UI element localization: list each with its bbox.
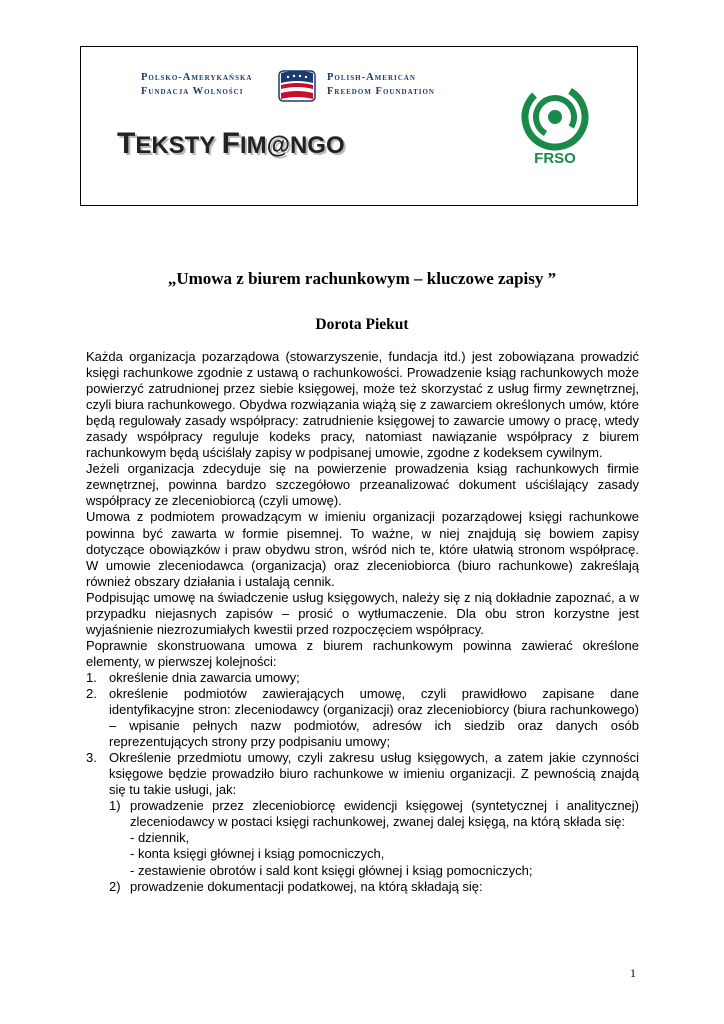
paff-logo [141, 69, 451, 103]
paragraph: Poprawnie skonstruowana umowa z biurem rachunkowym powinna zawierać określone elementy, w pierwszej kolejności: [86, 637, 639, 669]
paff-en-line2: Freedom Foundation [327, 86, 435, 97]
list-item: 1. określenie dnia zawarcia umowy; [86, 669, 300, 685]
frso-label: FRSO [534, 150, 576, 167]
numbered-list [86, 670, 639, 895]
paff-pl-line1: Polsko-Amerykańska [141, 72, 253, 83]
sub-list-item: 2) prowadzenie dokumentacji podatkowej, na którą składają się: [109, 878, 483, 894]
paragraph: Umowa z podmiotem prowadzącym w imieniu organizacji pozarządowej księgi rachunkowe powinna być zawarta w formie pisemnej. To ważne, w niej znajdują się bowiem zapisy dotyczące obowiązków i praw obydwu stron, wśród nich te, które ułatwią stronom współpracę. W umowie zleceniodawca (organizacja) oraz zleceniobiorca (biuro rachunkowe) zakreślają również obszary działania i ustalają cennik. [86, 509, 639, 589]
paff-english-name [327, 71, 435, 99]
author-name: Dorota Piekut [315, 316, 409, 333]
sub-list [109, 798, 639, 894]
flag-emblem-icon [275, 69, 319, 103]
header-box [80, 46, 638, 206]
dash-item: - konta księgi głównej i ksiąg pomocniczych, [130, 846, 385, 862]
list-item: 2. określenie podmiotów zawierających umowę, czyli prawidłowo zapisane dane identyfikacyjne stron: zleceniodawcy (organizacji) oraz zleceniobiorcy (biura rachunkowego) – wpisanie pełnych nazw podmiotów, adresów ich siedzib oraz danych osób reprezentujących strony przy podpisaniu umowy; [86, 685, 639, 750]
paff-pl-line2: Fundacja Wolności [141, 86, 244, 97]
dash-item: - dziennik, [130, 830, 190, 846]
paragraph: Jeżeli organizacja zdecyduje się na powierzenie prowadzenia ksiąg rachunkowych firmie zewnętrznej, powinna bardzo szczegółowo przeanalizować dokument uściślający zasady współpracy ze zleceniobiorcą (czyli umowę). [86, 461, 639, 509]
paff-en-line1: Polish-American [327, 72, 416, 83]
sub-list-item: 1) prowadzenie przez zleceniobiorcę ewidencji księgowej (syntetycznej i analitycznej) zleceniodawcy w postaci księgi rachunkowej, zwanej dalej księgą, na którą składa się: - dziennik, - konta księgi głównej i ksiąg pomocniczych, - zestawienie obrotów i sald kont księgi głównej i ksiąg pomocniczych; [109, 798, 639, 878]
document-body [86, 349, 639, 895]
paragraph: Każda organizacja pozarządowa (stowarzyszenie, fundacja itd.) jest zobowiązana prowadzić księgi rachunkowe zgodnie z ustawą o rachunkowości. Prowadzenie ksiąg rachunkowych może powierzyć zatrudnionej przez siebie księgowej, może też skorzystać z usług firmy zewnętrznej, czyli biura rachunkowego. Obydwa rozwiązania wiążą się z zawarciem określonych umów, które będą regulowały zasady współpracy: zatrudnienie księgowej to zawarcie umowy o pracę, wtedy zasady współpracy reguluje kodeks pracy, natomiast nawiązanie współpracy z biurem rachunkowym będą uściślały zapisy w podpisanej umowie, zgodne z kodeksem cywilnym. [86, 349, 639, 461]
paff-polish-name [141, 71, 252, 99]
frso-logo [517, 83, 593, 167]
dash-list [130, 830, 639, 878]
dash-item: - zestawienie obrotów i sald kont księgi głównej i ksiąg pomocniczych; [130, 862, 533, 878]
document-title: „Umowa z biurem rachunkowym – kluczowe zapisy ” [167, 269, 557, 288]
paragraph: Podpisując umowę na świadczenie usług księgowych, należy się z nią dokładnie zapoznać, a w przypadku niejasnych zapisów – prosić o wytłumaczenie. Dla obu stron korzystne jest wyjaśnienie niezrozumiałych kwestii przed rozpoczęciem współpracy. [86, 589, 639, 637]
teksty-fimango-logo: TEKSTY FIM@NGO [117, 127, 345, 160]
list-item: 3. Określenie przedmiotu umowy, czyli zakresu usług księgowych, a zatem jakie czynności księgowe będzie prowadziło biuro rachunkowe w imieniu organizacji. Z pewnością znajdą się tu takie usługi, jak: 1) prowadzenie przez zleceniobiorcę ewidencji księgowej (syntetycznej i analitycznej) zleceniodawcy w postaci księgi rachunkowej, zwanej dalej księgą, na którą składa się: - dziennik, - konta księgi głównej i ksiąg pomocniczych, - zestawienie obrotów i sald kont księgi głównej i ksiąg pomocniczych; 2) prowadzenie dokumentacji podatkowej, na którą składają się: [86, 750, 639, 894]
page-number: 1 [630, 966, 636, 980]
